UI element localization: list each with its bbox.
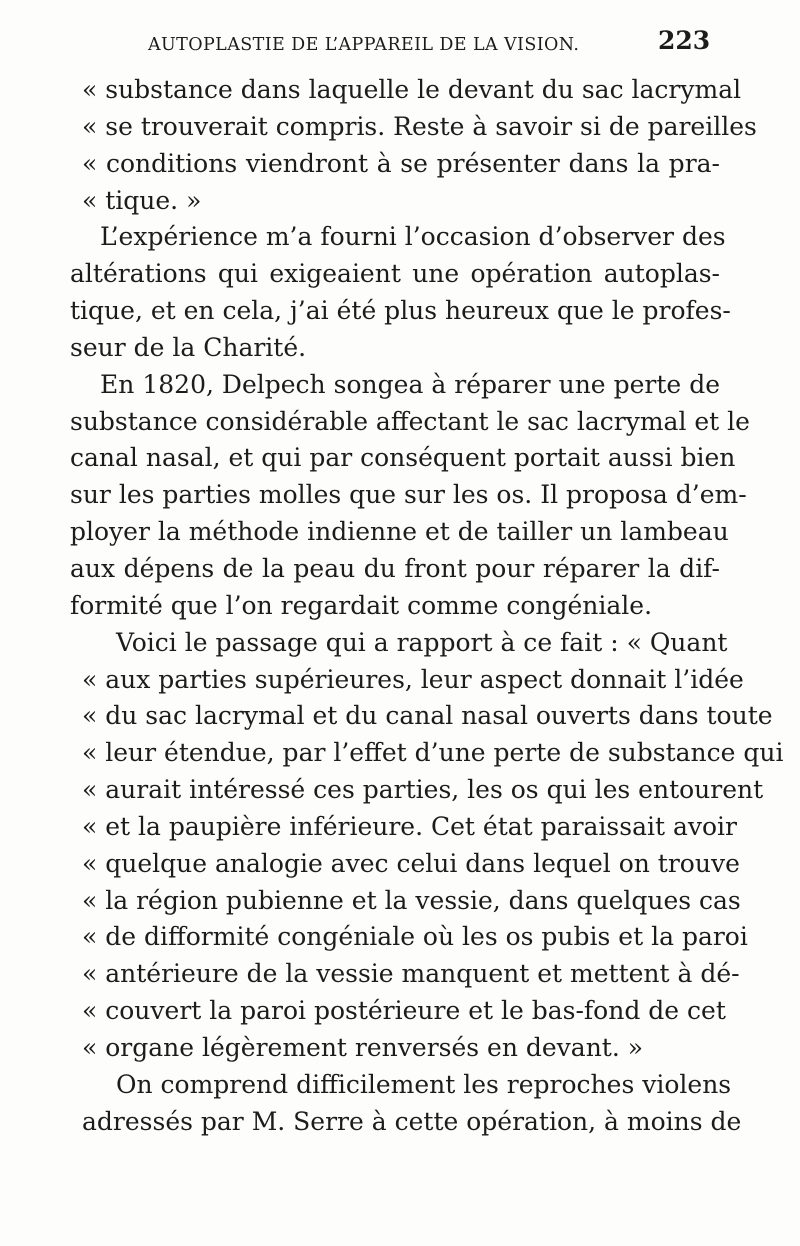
text-line: tique, et en cela, j’ai été plus heureux que le profes- <box>70 296 731 326</box>
text-line: adressés par M. Serre à cette opération, à moins de <box>82 1106 742 1136</box>
text-line: canal nasal, et qui par conséquent portait aussi bien <box>70 443 736 473</box>
text-line: On comprend difficilement les reproches violens <box>116 1069 732 1099</box>
text-line: formité que l’on regardait comme congéniale. <box>70 590 653 620</box>
running-title: AUTOPLASTIE DE L’APPAREIL DE LA VISION. <box>148 35 580 55</box>
text-line: « tique. » <box>82 185 202 215</box>
text-line: sur les parties molles que sur les os. Il proposa d’em- <box>70 480 747 510</box>
page-number: 223 <box>658 26 711 55</box>
text-line: « quelque analogie avec celui dans lequel on trouve <box>82 848 740 878</box>
text-line: « organe légèrement renversés en devant. » <box>82 1032 644 1062</box>
text-line: En 1820, Delpech songea à réparer une perte de <box>100 369 720 399</box>
text-line: « se trouverait compris. Reste à savoir si de pareilles <box>82 111 757 141</box>
text-line: substance considérable affectant le sac lacrymal et le <box>70 406 750 436</box>
text-line: « aux parties supérieures, leur aspect donnait l’idée <box>82 664 744 694</box>
text-line: « aurait intéressé ces parties, les os qui les entourent <box>82 775 764 805</box>
text-line: L’expérience m’a fourni l’occasion d’observer des <box>100 222 726 252</box>
text-line: « leur étendue, par l’effet d’une perte de substance qui <box>82 738 784 768</box>
text-line: « de difformité congéniale où les os pubis et la paroi <box>82 922 748 952</box>
text-line: « la région pubienne et la vessie, dans quelques cas <box>82 885 741 915</box>
text-line: « et la paupière inférieure. Cet état paraissait avoir <box>82 811 737 841</box>
text-line: « antérieure de la vessie manquent et mettent à dé- <box>82 959 740 989</box>
text-line: « conditions viendront à se présenter dans la pra- <box>82 148 720 178</box>
text-line: ployer la méthode indienne et de tailler un lambeau <box>70 517 729 547</box>
text-line: Voici le passage qui a rapport à ce fait : « Quant <box>116 627 728 657</box>
body-text <box>70 72 784 1140</box>
text-line: « substance dans laquelle le devant du sac lacrymal <box>82 75 742 104</box>
text-line: altérations qui exigeaient une opération autoplas- <box>70 259 720 289</box>
page-header <box>148 26 711 60</box>
text-line: aux dépens de la peau du front pour réparer la dif- <box>70 553 720 583</box>
text-line: « du sac lacrymal et du canal nasal ouverts dans toute <box>82 701 773 731</box>
text-line: seur de la Charité. <box>70 332 307 362</box>
text-line: « couvert la paroi postérieure et le bas-fond de cet <box>82 996 726 1026</box>
